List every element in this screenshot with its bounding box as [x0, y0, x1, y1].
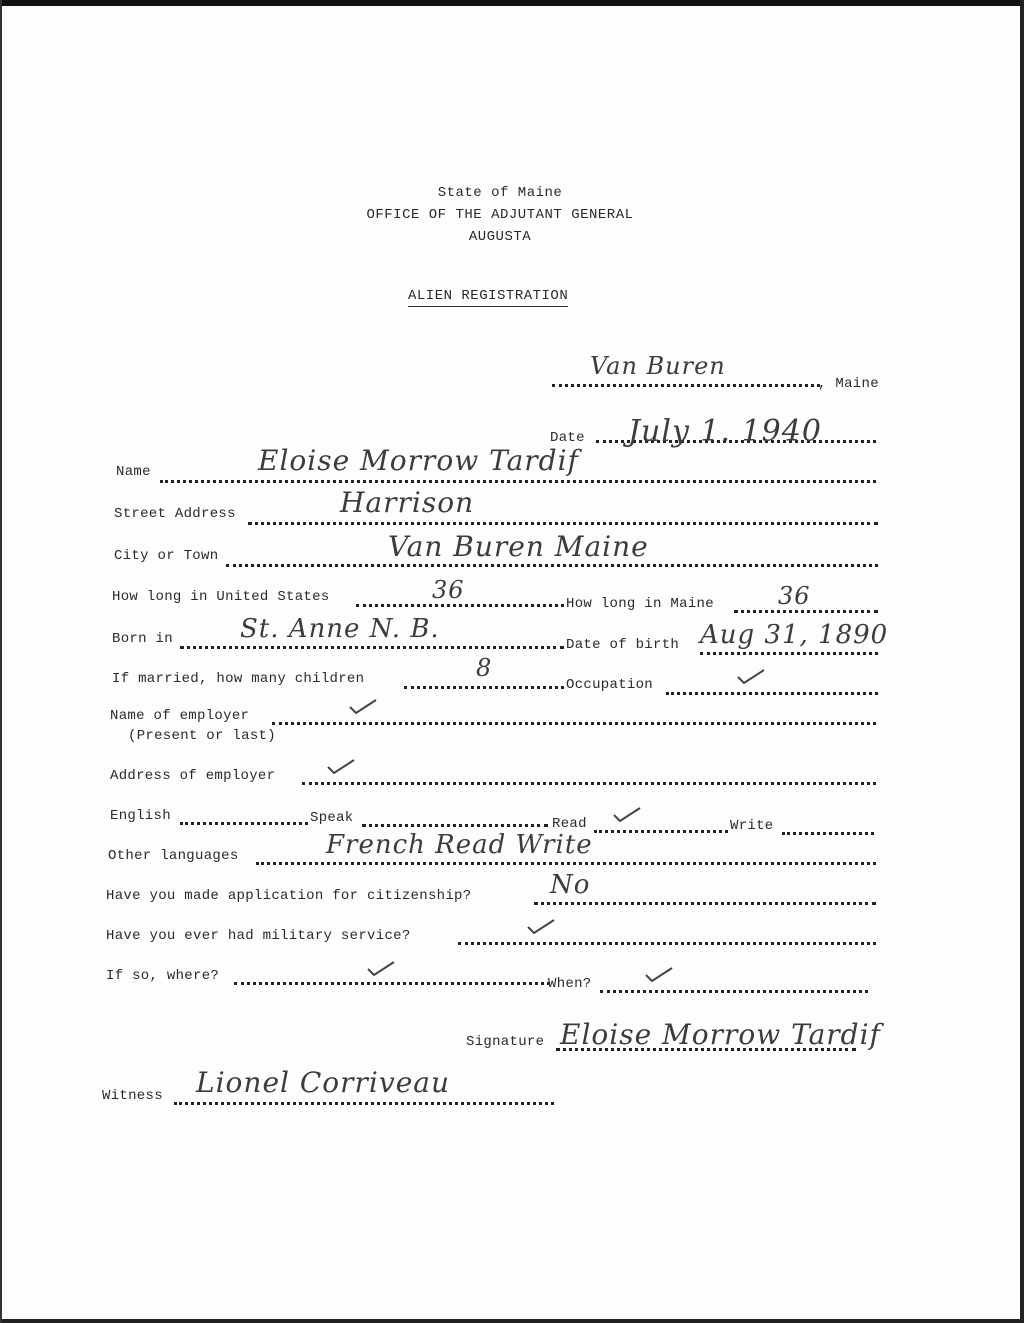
checkmark-icon — [526, 918, 552, 934]
children-value: 8 — [476, 654, 493, 682]
checkmark-icon — [736, 668, 762, 684]
checkmark-icon — [366, 960, 392, 976]
english-line — [180, 816, 308, 825]
military-line — [458, 936, 876, 945]
where-label: If so, where? — [106, 968, 220, 984]
write-label: Write — [730, 818, 774, 834]
name-value: Eloise Morrow Tardif — [258, 444, 579, 477]
other-languages-label: Other languages — [108, 848, 239, 864]
checkmark-icon — [644, 966, 670, 982]
scan-border-right — [1020, 0, 1024, 1323]
how-long-us-value: 36 — [432, 576, 465, 604]
header-office: OFFICE OF THE ADJUTANT GENERAL — [366, 207, 634, 223]
read-label: Read — [552, 816, 587, 832]
street-value: Harrison — [340, 486, 475, 519]
document-header — [300, 182, 700, 248]
military-label: Have you ever had military service? — [106, 928, 411, 944]
date-of-birth-value: Aug 31, 1890 — [700, 620, 889, 650]
signature-label: Signature — [466, 1034, 545, 1050]
when-line — [600, 984, 868, 993]
when-label: When? — [548, 976, 592, 992]
other-languages-value: French Read Write — [326, 830, 593, 860]
date-label: Date — [550, 430, 585, 446]
checkmark-icon — [326, 758, 352, 774]
employer-address-label: Address of employer — [110, 768, 276, 784]
speak-label: Speak — [310, 810, 354, 826]
header-state: State of Maine — [437, 185, 563, 201]
how-long-me-value: 36 — [778, 582, 811, 610]
city-label: City or Town — [114, 548, 219, 564]
street-label: Street Address — [114, 506, 236, 522]
state-label: , Maine — [818, 376, 879, 392]
scan-border-bottom — [0, 1319, 1024, 1323]
born-in-label: Born in — [112, 631, 173, 647]
citizenship-label: Have you made application for citizenship? — [106, 888, 472, 904]
date-value: July 1. 1940 — [628, 414, 822, 449]
employer-note: (Present or last) — [128, 728, 276, 744]
occupation-line — [666, 686, 878, 695]
occupation-label: Occupation — [566, 677, 654, 693]
born-in-value: St. Anne N. B. — [240, 614, 440, 644]
employer-address-line — [302, 776, 876, 785]
how-long-us-label: How long in United States — [112, 589, 330, 605]
witness-label: Witness — [102, 1088, 163, 1104]
employer-line — [272, 716, 876, 725]
scan-border-left — [0, 0, 2, 1323]
town-value: Van Buren — [590, 352, 726, 380]
how-long-me-label: How long in Maine — [566, 596, 714, 612]
english-label: English — [110, 808, 171, 824]
married-label: If married, how many children — [112, 671, 365, 687]
name-label: Name — [116, 464, 151, 480]
write-line — [782, 826, 874, 835]
city-value: Van Buren Maine — [388, 530, 649, 563]
date-of-birth-label: Date of birth — [566, 637, 680, 653]
header-city: AUGUSTA — [468, 229, 532, 245]
witness-value: Lionel Corriveau — [196, 1066, 450, 1099]
signature-value: Eloise Morrow Tardif — [560, 1018, 881, 1051]
speak-line — [362, 818, 548, 827]
employer-label: Name of employer — [110, 708, 250, 724]
citizenship-value: No — [550, 870, 591, 900]
read-line — [594, 824, 728, 833]
checkmark-icon — [612, 806, 638, 822]
form-title: ALIEN REGISTRATION — [408, 288, 568, 307]
scan-border-top — [0, 0, 1024, 6]
checkmark-icon — [348, 698, 374, 714]
